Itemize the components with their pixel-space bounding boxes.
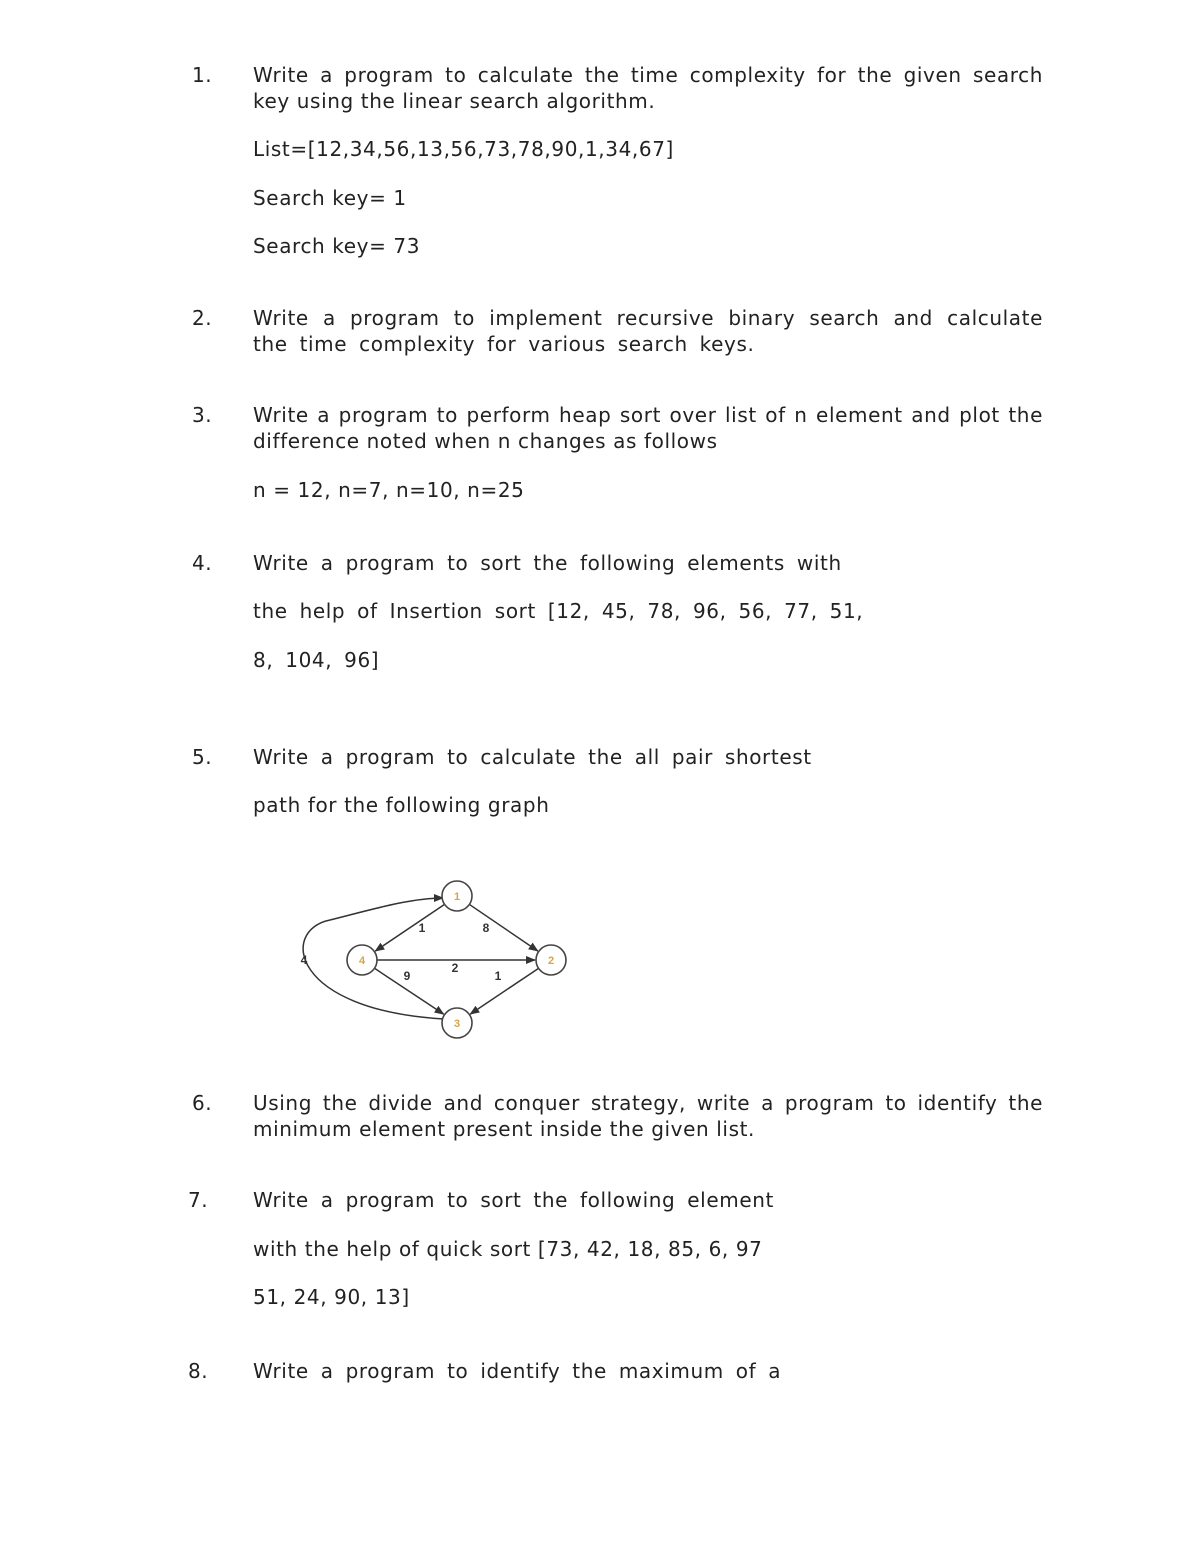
graph-node-label: 3	[453, 1018, 461, 1030]
question-text-line: Write a program to sort the following element	[253, 1188, 774, 1212]
question-text-line: with the help of quick sort [73, 42, 18, 85, 6, 97	[253, 1237, 763, 1261]
question-text-line: Write a program to identify the maximum of a	[253, 1359, 782, 1383]
graph-edge-1-4	[375, 904, 444, 951]
question-number: 4.	[192, 551, 213, 575]
list-values: List=[12,34,56,13,56,73,78,90,1,34,67]	[253, 137, 674, 161]
question-text-line: 8, 104, 96]	[253, 648, 380, 672]
question-text-line: path for the following graph	[253, 793, 550, 817]
graph-edge-weight: 1	[494, 969, 502, 983]
graph-edge-weight: 1	[418, 921, 426, 935]
graph-figure	[290, 870, 580, 1045]
question-text-line: the time complexity for various search keys.	[253, 332, 755, 356]
question-text-line: Write a program to calculate the time complexity for the given search	[253, 63, 1043, 87]
graph-edge-weight: 2	[451, 961, 459, 975]
question-text-line: Write a program to implement recursive binary search and calculate	[253, 306, 1043, 330]
graph-node-label: 4	[358, 955, 366, 967]
question-number: 1.	[192, 63, 213, 87]
question-text-line: 51, 24, 90, 13]	[253, 1285, 410, 1309]
search-key-line: Search key= 1	[253, 186, 407, 210]
question-text-line: difference noted when n changes as follows	[253, 429, 718, 453]
question-text-line: minimum element present inside the given list.	[253, 1117, 755, 1141]
graph-edge-1-2	[469, 904, 537, 951]
graph-edge-2-3	[470, 968, 538, 1014]
question-text-line: Using the divide and conquer strategy, write a program to identify the	[253, 1091, 1043, 1115]
graph-edge-weight: 8	[482, 921, 490, 935]
question-text-line: Write a program to sort the following elements with	[253, 551, 842, 575]
n-values: n = 12, n=7, n=10, n=25	[253, 478, 525, 502]
question-text-line: key using the linear search algorithm.	[253, 89, 656, 113]
question-number: 7.	[188, 1188, 209, 1212]
question-number: 2.	[192, 306, 213, 330]
question-number: 6.	[192, 1091, 213, 1115]
question-number: 3.	[192, 403, 213, 427]
question-text-line: the help of Insertion sort [12, 45, 78, 96, 56, 77, 51,	[253, 599, 864, 623]
question-number: 8.	[188, 1359, 209, 1383]
graph-node-label: 1	[453, 891, 461, 903]
question-number: 5.	[192, 745, 213, 769]
graph-edge-weight: 9	[403, 969, 411, 983]
question-text-line: Write a program to calculate the all pair shortest	[253, 745, 812, 769]
graph-node-label: 2	[547, 955, 555, 967]
question-text-line: Write a program to perform heap sort over list of n element and plot the	[253, 403, 1043, 427]
graph-edge-weight: 4	[300, 953, 308, 967]
search-key-line: Search key= 73	[253, 234, 421, 258]
